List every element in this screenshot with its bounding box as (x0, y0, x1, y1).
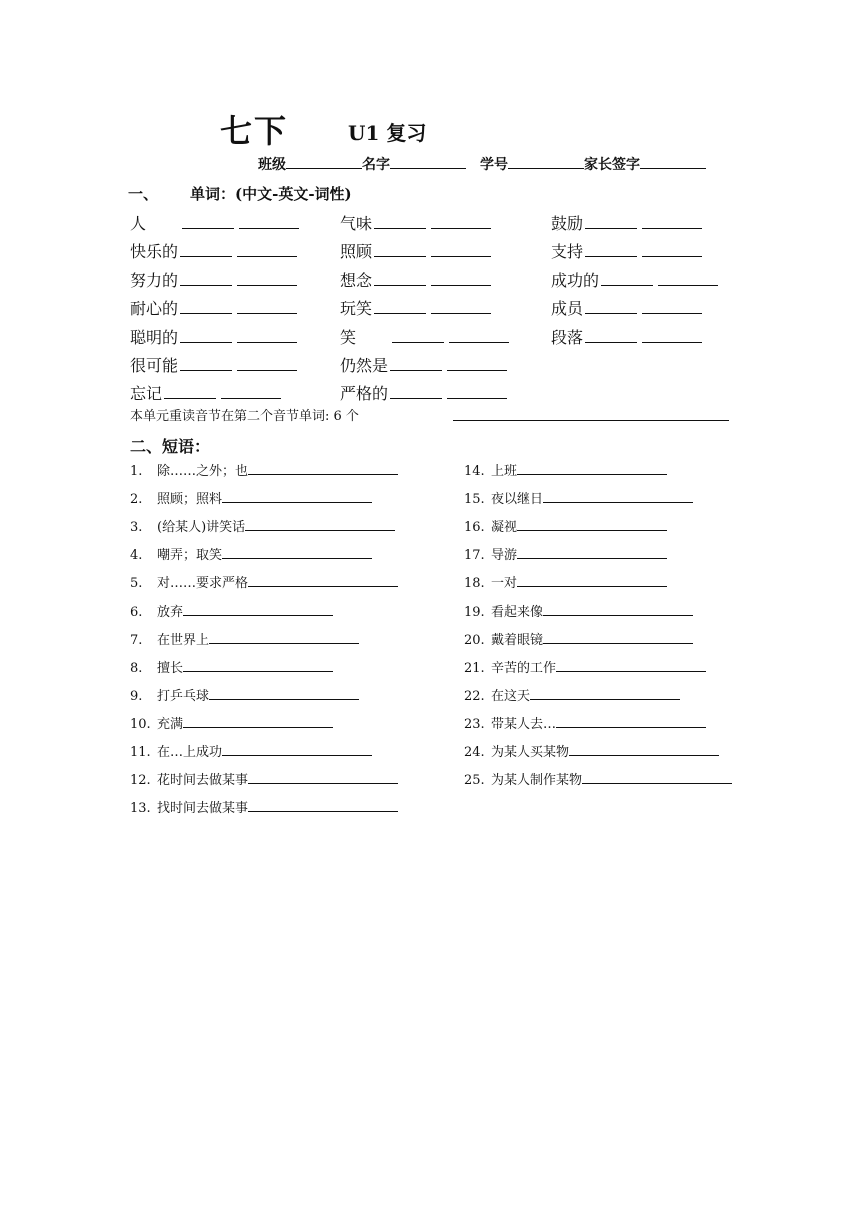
word-item (130, 326, 297, 348)
phrase-item (464, 686, 680, 706)
phrase-text: 戴着眼镜 (491, 632, 544, 648)
phrase-text: 打乒乓球 (157, 688, 210, 704)
phrase-text: 辛苦的工作 (491, 660, 557, 676)
phrase-answer-blank[interactable] (556, 658, 706, 672)
phrase-answer-blank[interactable] (248, 770, 398, 784)
word-blank-english[interactable] (180, 297, 232, 314)
word-label: 很可能 (130, 356, 179, 375)
word-blank-english[interactable] (390, 382, 442, 399)
word-blank-english[interactable] (585, 212, 637, 229)
phrase-text: 看起来像 (491, 604, 544, 620)
stress-note: 本单元重读音节在第二个音节单词: 6 个 (130, 409, 359, 424)
word-label: 仍然是 (340, 356, 389, 375)
word-label: 笑 (340, 327, 357, 347)
word-label: 鼓励 (551, 214, 584, 233)
phrase-number: 15. (464, 492, 485, 508)
phrase-text: 为某人制作某物 (491, 773, 583, 789)
phrase-number: 10. (130, 716, 151, 732)
phrase-answer-blank[interactable] (530, 686, 680, 700)
word-item (551, 297, 702, 319)
word-blank-pos[interactable] (642, 240, 702, 257)
word-blank-english[interactable] (374, 212, 426, 229)
word-blank-pos[interactable] (431, 269, 491, 286)
word-blank-english[interactable] (374, 297, 426, 314)
phrase-number: 2. (130, 492, 143, 508)
word-blank-pos[interactable] (447, 354, 507, 371)
word-item (340, 269, 491, 291)
phrase-item (464, 742, 719, 762)
phrase-number: 23. (464, 716, 485, 732)
word-blank-pos[interactable] (237, 297, 297, 314)
word-blank-english[interactable] (374, 269, 426, 286)
phrase-answer-blank[interactable] (556, 714, 706, 728)
word-label: 段落 (551, 327, 584, 347)
phrase-number: 9. (130, 688, 143, 704)
phrase-answer-blank[interactable] (209, 630, 359, 644)
phrase-text: 对……要求严格 (157, 576, 249, 592)
phrase-answer-blank[interactable] (569, 742, 719, 756)
word-blank-english[interactable] (585, 240, 637, 257)
phrase-text: 夜以继日 (491, 492, 544, 508)
phrase-answer-blank[interactable] (517, 545, 667, 559)
student-no-field[interactable] (508, 154, 584, 169)
word-item (551, 269, 718, 291)
phrase-number: 24. (464, 745, 485, 760)
word-label: 想念 (340, 270, 373, 290)
word-item (340, 240, 491, 262)
phrase-item (130, 461, 398, 481)
section-words-heading (128, 183, 352, 204)
word-label: 气味 (340, 214, 373, 233)
phrase-item (464, 630, 693, 650)
phrase-number: 1. (130, 464, 143, 479)
phrase-item (464, 573, 667, 593)
word-item (130, 382, 281, 404)
word-blank-english[interactable] (180, 240, 232, 257)
phrase-answer-blank[interactable] (248, 798, 398, 812)
phrase-item (464, 770, 732, 790)
phrase-number: 19. (464, 604, 485, 620)
phrase-text: 在这天 (491, 688, 531, 704)
phrase-number: 17. (464, 548, 485, 564)
student-info-line (258, 154, 706, 174)
phrase-number: 5. (130, 576, 143, 592)
word-blank-english[interactable] (180, 269, 232, 286)
word-blank-pos[interactable] (642, 212, 702, 229)
student-no-label: 学号 (480, 157, 508, 173)
phrase-item (130, 602, 333, 622)
phrase-number: 3. (130, 520, 143, 536)
word-item (340, 354, 507, 376)
word-item (551, 212, 702, 234)
word-blank-english[interactable] (374, 240, 426, 257)
phrase-item (464, 545, 667, 565)
phrase-text: 为某人买某物 (491, 745, 570, 760)
section-phrases-heading: 二、短语： (130, 437, 211, 456)
phrase-answer-blank[interactable] (222, 742, 372, 756)
phrase-text: 导游 (491, 548, 518, 564)
phrase-answer-blank[interactable] (582, 770, 732, 784)
phrase-number: 14. (464, 464, 485, 479)
unit-subtitle: U1 复习 (348, 121, 427, 145)
phrase-item (464, 517, 667, 537)
phrase-text: 在世界上 (157, 632, 210, 648)
phrase-answer-blank[interactable] (543, 630, 693, 644)
phrase-answer-blank[interactable] (517, 573, 667, 587)
phrase-text: 找时间去做某事 (157, 801, 249, 817)
phrase-answer-blank[interactable] (183, 658, 333, 672)
page-title: 七下 (220, 112, 289, 150)
phrase-number: 13. (130, 801, 151, 817)
phrase-number: 12. (130, 773, 151, 789)
phrase-answer-blank[interactable] (517, 517, 667, 531)
word-blank-english[interactable] (585, 326, 637, 343)
word-blank-pos[interactable] (431, 240, 491, 257)
word-label: 忘记 (130, 384, 163, 404)
phrase-answer-blank[interactable] (517, 461, 667, 475)
word-label: 成功的 (551, 270, 600, 290)
word-item (340, 382, 507, 404)
word-item (130, 240, 297, 262)
phrase-answer-blank[interactable] (245, 517, 395, 531)
phrase-number: 8. (130, 660, 143, 676)
word-blank-english[interactable] (390, 354, 442, 371)
word-item (130, 297, 297, 319)
phrase-text: 擅长 (157, 660, 184, 676)
phrase-answer-blank[interactable] (543, 602, 693, 616)
phrase-text: 带某人去… (491, 716, 557, 732)
phrase-text: 嘲弄；取笑 (157, 548, 223, 564)
word-item (340, 297, 491, 319)
phrase-number: 25. (464, 773, 485, 789)
phrase-answer-blank[interactable] (222, 489, 372, 503)
word-blank-pos[interactable] (237, 354, 297, 371)
phrase-text: 除……之外；也 (157, 464, 249, 479)
phrase-item (130, 714, 333, 734)
phrase-item (130, 798, 398, 818)
phrase-number: 11. (130, 745, 151, 760)
phrase-text: 在…上成功 (157, 745, 223, 760)
phrase-answer-blank[interactable] (222, 545, 372, 559)
phrase-item (130, 686, 359, 706)
phrase-answer-blank[interactable] (183, 714, 333, 728)
word-blank-english[interactable] (585, 297, 637, 314)
word-label: 耐心的 (130, 299, 179, 319)
word-item (340, 212, 491, 234)
word-blank-pos[interactable] (237, 269, 297, 286)
phrase-answer-blank[interactable] (543, 489, 693, 503)
word-label: 支持 (551, 242, 584, 262)
phrase-number: 4. (130, 548, 143, 564)
word-blank-english[interactable] (164, 382, 216, 399)
phrase-item (130, 489, 372, 509)
word-blank-pos[interactable] (447, 382, 507, 399)
class-field[interactable] (286, 154, 362, 169)
phrase-item (130, 517, 395, 537)
phrase-item (464, 714, 706, 734)
section-number: 一、 (128, 185, 159, 203)
word-blank-pos[interactable] (239, 212, 299, 229)
phrase-answer-blank[interactable] (248, 573, 398, 587)
name-field[interactable] (390, 154, 466, 169)
phrase-number: 21. (464, 660, 485, 676)
word-blank-pos[interactable] (449, 326, 509, 343)
phrase-item (464, 489, 693, 509)
word-item (130, 212, 299, 234)
word-item (340, 326, 509, 348)
stress-note-answer-line[interactable] (453, 420, 729, 421)
phrase-number: 7. (130, 632, 143, 648)
word-label: 成员 (551, 299, 584, 319)
phrase-answer-blank[interactable] (209, 686, 359, 700)
phrase-item (130, 742, 372, 762)
word-blank-pos[interactable] (431, 212, 491, 229)
word-label: 玩笑 (340, 299, 373, 319)
phrase-answer-blank[interactable] (248, 461, 398, 475)
word-blank-english[interactable] (601, 269, 653, 286)
word-blank-english[interactable] (180, 326, 232, 343)
parent-sign-label: 家长签字 (584, 157, 640, 173)
phrase-text: 上班 (491, 464, 518, 479)
word-blank-pos[interactable] (642, 297, 702, 314)
phrase-text: 放弃 (157, 604, 184, 620)
phrase-number: 20. (464, 632, 485, 648)
word-item (551, 326, 702, 348)
word-blank-pos[interactable] (237, 326, 297, 343)
phrase-number: 6. (130, 604, 143, 620)
phrase-item (130, 573, 398, 593)
word-blank-pos[interactable] (642, 326, 702, 343)
word-item (551, 240, 702, 262)
phrase-text: 花时间去做某事 (157, 773, 249, 789)
word-blank-pos[interactable] (237, 240, 297, 257)
phrase-number: 18. (464, 576, 485, 592)
phrase-text: 照顾；照料 (157, 492, 223, 508)
parent-sign-field[interactable] (640, 154, 706, 169)
word-blank-english[interactable] (182, 212, 234, 229)
phrase-answer-blank[interactable] (183, 602, 333, 616)
phrase-text: 凝视 (491, 520, 518, 536)
word-label: 严格的 (340, 384, 389, 404)
word-blank-pos[interactable] (431, 297, 491, 314)
phrase-item (130, 545, 372, 565)
word-label: 聪明的 (130, 327, 179, 347)
phrase-text: 充满 (157, 716, 184, 732)
phrase-item (464, 658, 706, 678)
phrase-item (130, 770, 398, 790)
phrase-number: 22. (464, 688, 485, 704)
word-label: 快乐的 (130, 242, 179, 262)
phrase-item (130, 630, 359, 650)
word-blank-english[interactable] (180, 354, 232, 371)
phrase-item (464, 461, 667, 481)
phrase-number: 16. (464, 520, 485, 536)
word-blank-pos[interactable] (221, 382, 281, 399)
word-label: 照顾 (340, 242, 373, 262)
name-label: 名字 (362, 157, 390, 173)
phrase-item (130, 658, 333, 678)
section-title: 单词：(中文-英文-词性) (190, 185, 352, 203)
word-blank-pos[interactable] (658, 269, 718, 286)
word-item (130, 354, 297, 376)
word-label: 努力的 (130, 270, 179, 290)
phrase-item (464, 602, 693, 622)
word-item (130, 269, 297, 291)
phrase-text: (给某人)讲笑话 (157, 520, 246, 536)
word-blank-english[interactable] (392, 326, 444, 343)
phrase-text: 一对 (491, 576, 518, 592)
class-label: 班级 (258, 157, 286, 173)
word-label: 人 (130, 214, 147, 233)
